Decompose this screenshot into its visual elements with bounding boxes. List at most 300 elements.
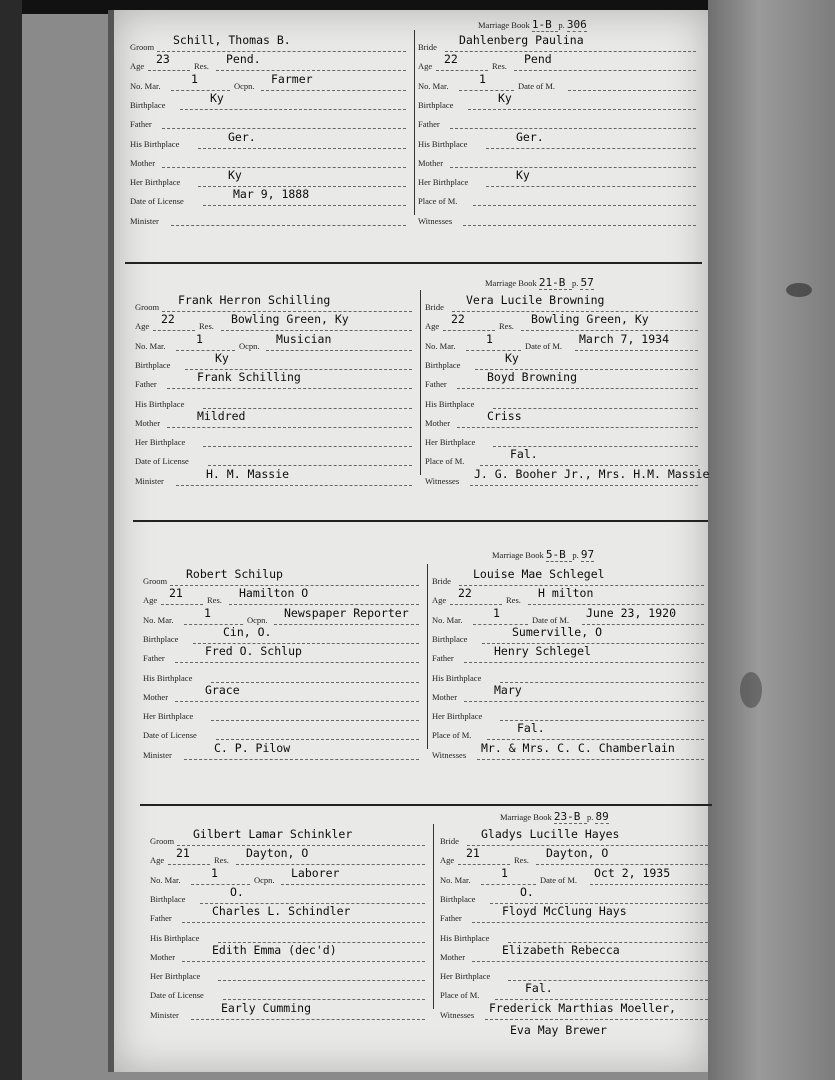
bride-his-birthplace-line [500,682,704,683]
bride-mother-field [432,682,704,702]
bride-place-of-m-field [418,190,696,206]
groom-age-label: Age [130,61,145,72]
bride-age-value: 22 [458,586,472,601]
bride-no-mar-field [425,331,521,351]
bride-mother-field [440,942,708,962]
groom-date-of-license-value: Mar 9, 1888 [233,187,310,202]
bride-birthplace-value: Sumerville, O [512,624,603,639]
groom-groom-field [143,567,419,586]
groom-minister-field [150,1000,425,1020]
groom-birthplace-label: Birthplace [135,359,171,370]
bride-her-birthplace-label: Her Birthplace [432,711,483,722]
groom-minister-field [143,740,419,760]
bride-mother-value: Mary [494,682,522,697]
bride-res-label: Res. [499,321,514,332]
groom-father-label: Father [150,913,172,924]
bride-mother-label: Mother [440,951,466,962]
bride-date-of-m-label: Date of M. [518,80,556,91]
bride-bride-field [432,567,704,586]
groom-her-birthplace-line [211,720,419,721]
groom-groom-field [135,293,412,312]
bride-her-birthplace-field [432,705,704,721]
bride-witnesses-value: Mr. & Mrs. C. C. Chamberlain [481,740,675,755]
groom-minister-field [135,466,412,486]
bride-mother-line [472,961,708,962]
bride-age-label: Age [432,595,447,606]
groom-groom-label: Groom [135,302,160,312]
groom-ocpn-field [254,865,425,885]
bride-father-line [450,128,696,129]
bride-date-of-m-field [525,331,698,351]
groom-mother-value: Edith Emma (dec'd) [212,942,337,957]
bride-res-value: Pend [524,52,552,67]
page-value: 57 [580,276,594,289]
page-value: 97 [580,548,595,561]
bride-mother-line [450,167,696,168]
marriage-book-label: Marriage Book [478,20,532,30]
bride-res-value: H milton [538,586,594,601]
groom-father-field [143,644,419,664]
bride-bride-value: Vera Lucile Browning [466,293,605,307]
groom-mother-line [167,427,412,428]
groom-no-mar-field [130,71,230,91]
groom-birthplace-value: O. [230,884,244,899]
bride-witnesses-line [463,225,696,226]
groom-ocpn-line [274,624,419,625]
bride-no-mar-field [432,605,528,625]
bride-mother-field [418,152,696,168]
groom-her-birthplace-field [135,431,412,447]
column-divider [414,30,415,215]
page-label: p. [586,812,596,822]
bride-bride-value: Dahlenberg Paulina [459,33,584,47]
groom-age-line [148,70,190,71]
marriage-book-ref [485,276,594,289]
bride-father-value: Henry Schlegel [494,644,591,659]
groom-no-mar-field [150,865,250,885]
bride-date-of-m-label: Date of M. [525,340,563,351]
page-label: p. [558,20,567,30]
groom-age-value: 23 [156,52,170,67]
groom-ocpn-label: Ocpn. [254,874,275,885]
groom-age-field [143,586,203,606]
groom-father-label: Father [135,379,157,390]
bride-mother-value: Elizabeth Rebecca [502,942,620,957]
bride-her-birthplace-field [425,431,698,447]
bride-birthplace-value: Ky [505,350,519,365]
bride-her-birthplace-label: Her Birthplace [425,437,476,448]
bride-no-mar-value: 1 [501,865,508,880]
groom-res-label: Res. [214,855,229,866]
groom-no-mar-value: 1 [191,71,198,86]
bride-place-of-m-label: Place of M. [432,730,472,741]
groom-father-value: Fred O. Schlup [205,644,302,659]
groom-date-of-license-label: Date of License [130,196,184,207]
bride-witnesses-line [477,759,704,760]
bride-age-value: 22 [451,312,465,327]
bride-res-field [506,586,704,606]
bride-age-field [418,52,488,72]
groom-his-birthplace-label: His Birthplace [150,932,200,943]
groom-mother-value: Grace [205,682,240,697]
groom-groom-value: Frank Herron Schilling [178,293,331,307]
bride-his-birthplace-field [440,927,708,943]
bride-mother-line [457,427,698,428]
groom-mother-label: Mother [130,157,156,168]
bride-father-line [464,662,704,663]
record-separator [125,262,702,264]
groom-her-birthplace-field [130,168,406,188]
groom-age-label: Age [143,595,158,606]
groom-father-line [175,662,419,663]
groom-his-birthplace-field [150,927,425,943]
bride-res-field [492,52,696,72]
groom-date-of-license-field [130,187,406,207]
bride-age-label: Age [440,855,455,866]
bride-birthplace-value: Ky [498,90,512,105]
groom-mother-line [175,701,419,702]
marriage-book-ref [500,810,609,823]
groom-age-line [153,330,195,331]
bride-no-mar-value: 1 [479,71,486,86]
groom-groom-label: Groom [150,836,175,846]
groom-her-birthplace-line [218,980,425,981]
marriage-book-value: 21-B [538,276,572,289]
bride-witnesses-field [432,740,704,760]
bride-witnesses-label: Witnesses [418,215,453,226]
marriage-book-label: Marriage Book [485,278,539,288]
bride-no-mar-label: No. Mar. [440,874,471,885]
groom-birthplace-label: Birthplace [143,633,179,644]
groom-minister-label: Minister [130,215,159,226]
bride-father-field [440,904,708,924]
groom-minister-label: Minister [135,475,164,486]
groom-res-field [194,52,406,72]
bride-place-of-m-label: Place of M. [440,990,480,1001]
groom-no-mar-label: No. Mar. [130,80,161,91]
column-divider [433,824,434,1009]
bride-age-field [432,586,502,606]
groom-groom-value: Robert Schilup [186,567,283,581]
bride-place-of-m-label: Place of M. [425,456,465,467]
groom-groom-value: Gilbert Lamar Schinkler [193,827,353,841]
groom-birthplace-field [130,90,406,110]
groom-her-birthplace-label: Her Birthplace [150,971,201,982]
groom-birthplace-line [180,109,406,110]
groom-father-label: Father [130,119,152,130]
groom-ocpn-value: Musician [276,331,332,346]
groom-his-birthplace-line [211,682,419,683]
groom-date-of-license-label: Date of License [150,990,204,1001]
groom-groom-value: Schill, Thomas B. [173,33,291,47]
groom-no-mar-value: 1 [211,865,218,880]
groom-res-value: Pend. [226,52,261,67]
groom-minister-line [171,225,406,226]
bride-father-field [432,644,704,664]
column-divider [420,290,421,475]
groom-ocpn-value: Laborer [291,865,340,880]
groom-res-field [199,312,412,332]
bride-no-mar-field [418,71,514,91]
bride-no-mar-value: 1 [486,331,493,346]
groom-mother-field [135,408,412,428]
groom-ocpn-field [234,71,406,91]
bride-no-mar-label: No. Mar. [432,614,463,625]
bride-his-birthplace-label: His Birthplace [432,672,482,683]
bride-father-value: Boyd Browning [487,370,578,385]
groom-his-birthplace-field [130,129,406,149]
bride-her-birthplace-line [486,186,696,187]
groom-groom-line [157,51,406,52]
bride-place-of-m-field [425,447,698,467]
groom-mother-line [162,167,406,168]
bride-bride-line [445,51,696,52]
bride-place-of-m-value: Fal. [517,721,545,736]
groom-birthplace-value: Cin, O. [223,624,272,639]
groom-ocpn-line [281,884,425,885]
groom-minister-line [191,1019,425,1020]
bride-date-of-m-value: June 23, 1920 [586,605,677,620]
bride-witnesses-label: Witnesses [425,475,460,486]
groom-age-field [150,846,210,866]
bride-date-of-m-field [518,75,696,91]
groom-age-line [168,864,210,865]
groom-age-value: 21 [169,586,183,601]
bride-bride-value: Gladys Lucille Hayes [481,827,620,841]
bride-father-line [457,388,698,389]
groom-father-field [130,113,406,129]
bride-res-field [499,312,698,332]
bride-bride-field [440,827,708,846]
marriage-book-ref [478,18,587,31]
page-value: 306 [566,18,587,31]
scan-right-edge [708,0,835,1080]
groom-mother-value: Mildred [197,408,246,423]
bride-witnesses-continued: Eva May Brewer [510,1023,607,1037]
bride-birthplace-label: Birthplace [432,633,468,644]
record-separator [140,804,712,806]
bride-birthplace-field [425,350,698,370]
groom-groom-field [150,827,425,846]
bride-bride-label: Bride [440,836,459,846]
groom-mother-label: Mother [135,417,161,428]
groom-her-birthplace-label: Her Birthplace [143,711,194,722]
bride-his-birthplace-line [493,408,698,409]
bride-father-label: Father [440,913,462,924]
bride-birthplace-field [440,884,708,904]
bride-her-birthplace-label: Her Birthplace [418,177,469,188]
bride-mother-label: Mother [432,691,458,702]
groom-ocpn-field [239,331,412,351]
bride-date-of-m-line [568,90,696,91]
bride-witnesses-field [440,1000,708,1020]
groom-ocpn-field [247,605,419,625]
groom-date-of-license-field [143,724,419,740]
bride-res-value: Bowling Green, Ky [531,312,649,327]
bride-age-field [440,846,510,866]
bride-mother-label: Mother [418,157,444,168]
bride-his-birthplace-field [432,667,704,683]
groom-ocpn-label: Ocpn. [239,340,260,351]
bride-no-mar-label: No. Mar. [425,340,456,351]
groom-res-field [207,586,419,606]
bride-date-of-m-line [590,884,708,885]
bride-date-of-m-field [540,865,708,885]
bride-father-label: Father [425,379,447,390]
groom-date-of-license-line [203,205,406,206]
groom-his-birthplace-label: His Birthplace [143,672,193,683]
groom-minister-line [184,759,419,760]
groom-res-value: Dayton, O [246,846,309,861]
bride-res-label: Res. [492,61,507,72]
bride-his-birthplace-label: His Birthplace [418,138,468,149]
groom-date-of-license-label: Date of License [135,456,189,467]
bride-mother-line [464,701,704,702]
bride-no-mar-value: 1 [493,605,500,620]
groom-age-value: 21 [176,846,190,861]
bride-place-of-m-value: Fal. [525,981,553,996]
groom-no-mar-value: 1 [196,331,203,346]
bride-birthplace-label: Birthplace [418,99,454,110]
groom-groom-label: Groom [143,576,168,586]
bride-father-label: Father [432,653,454,664]
bride-birthplace-field [432,624,704,644]
groom-date-of-license-label: Date of License [143,730,197,741]
bride-mother-label: Mother [425,417,451,428]
groom-age-label: Age [135,321,150,332]
groom-her-birthplace-label: Her Birthplace [135,437,186,448]
bride-place-of-m-value: Fal. [510,447,538,462]
bride-birthplace-value: O. [520,884,534,899]
bride-birthplace-line [468,109,696,110]
groom-her-birthplace-value: Ky [228,168,242,183]
bride-her-birthplace-value: Ky [516,168,530,183]
marriage-book-value: 5-B [545,548,573,561]
bride-mother-field [425,408,698,428]
bride-res-label: Res. [514,855,529,866]
groom-res-label: Res. [207,595,222,606]
bride-age-value: 22 [444,52,458,67]
groom-ocpn-value: Newspaper Reporter [284,605,409,620]
groom-his-birthplace-line [198,148,406,149]
groom-his-birthplace-label: His Birthplace [130,138,180,149]
groom-res-label: Res. [199,321,214,332]
column-divider [427,564,428,749]
bride-witnesses-value: J. G. Booher Jr., Mrs. H.M. Massie [474,466,710,481]
groom-mother-field [150,942,425,962]
bride-birthplace-label: Birthplace [440,893,476,904]
bride-his-birthplace-label: His Birthplace [425,398,475,409]
groom-ocpn-label: Ocpn. [234,80,255,91]
marriage-book-label: Marriage Book [492,550,546,560]
groom-age-field [135,312,195,332]
groom-birthplace-field [135,350,412,370]
bride-witnesses-field [418,210,696,226]
marriage-book-ref [492,548,594,561]
groom-birthplace-field [150,884,425,904]
bride-birthplace-label: Birthplace [425,359,461,370]
scan-blot [786,283,812,297]
bride-birthplace-field [418,90,696,110]
groom-father-line [167,388,412,389]
groom-ocpn-label: Ocpn. [247,614,268,625]
bride-his-birthplace-label: His Birthplace [440,932,490,943]
groom-age-value: 22 [161,312,175,327]
bride-witnesses-label: Witnesses [440,1009,475,1020]
bride-date-of-m-label: Date of M. [540,874,578,885]
bride-witnesses-label: Witnesses [432,749,467,760]
groom-minister-label: Minister [143,749,172,760]
groom-no-mar-field [135,331,235,351]
bride-her-birthplace-field [440,965,708,981]
bride-age-field [425,312,495,332]
page-value: 89 [595,810,609,823]
marriage-book-label: Marriage Book [500,812,554,822]
bride-bride-label: Bride [432,576,451,586]
groom-mother-field [143,682,419,702]
bride-no-mar-field [440,865,536,885]
record-separator [133,520,708,522]
groom-minister-value: C. P. Pilow [214,740,291,755]
bride-place-of-m-field [440,981,708,1001]
groom-father-label: Father [143,653,165,664]
groom-groom-label: Groom [130,42,155,52]
groom-no-mar-label: No. Mar. [143,614,174,625]
page-label: p. [572,550,581,560]
bride-place-of-m-field [432,721,704,741]
groom-his-birthplace-field [143,667,419,683]
bride-father-field [418,113,696,129]
groom-his-birthplace-field [135,393,412,409]
bride-res-value: Dayton, O [546,846,609,861]
groom-age-field [130,52,190,72]
bride-witnesses-line [470,485,698,486]
groom-minister-value: H. M. Massie [206,466,290,481]
groom-ocpn-line [266,350,412,351]
bride-date-of-m-field [532,605,704,625]
bride-mother-value: Criss [487,408,522,423]
page-label: p. [571,278,581,288]
bride-his-birthplace-field [425,393,698,409]
groom-date-of-license-field [135,450,412,466]
groom-her-birthplace-field [143,705,419,721]
groom-father-value: Charles L. Schindler [212,904,351,919]
groom-age-line [161,604,203,605]
bride-date-of-m-value: March 7, 1934 [579,331,670,346]
groom-no-mar-field [143,605,243,625]
bride-father-value: Floyd McClung Hays [502,904,627,919]
groom-minister-line [176,485,412,486]
groom-age-label: Age [150,855,165,866]
groom-minister-label: Minister [150,1009,179,1020]
bride-place-of-m-line [473,205,696,206]
groom-minister-field [130,210,406,226]
bride-age-label: Age [425,321,440,332]
groom-ocpn-value: Farmer [271,71,313,86]
bride-res-line [514,70,696,71]
bride-bride-label: Bride [418,42,437,52]
bride-his-birthplace-value: Ger. [516,129,544,144]
bride-age-value: 21 [466,846,480,861]
bride-res-label: Res. [506,595,521,606]
groom-birthplace-value: Ky [210,90,224,105]
groom-her-birthplace-line [203,446,412,447]
groom-father-line [182,922,425,923]
bride-age-label: Age [418,61,433,72]
bride-bride-field [418,33,696,52]
groom-birthplace-label: Birthplace [130,99,166,110]
bride-date-of-m-value: Oct 2, 1935 [594,865,671,880]
